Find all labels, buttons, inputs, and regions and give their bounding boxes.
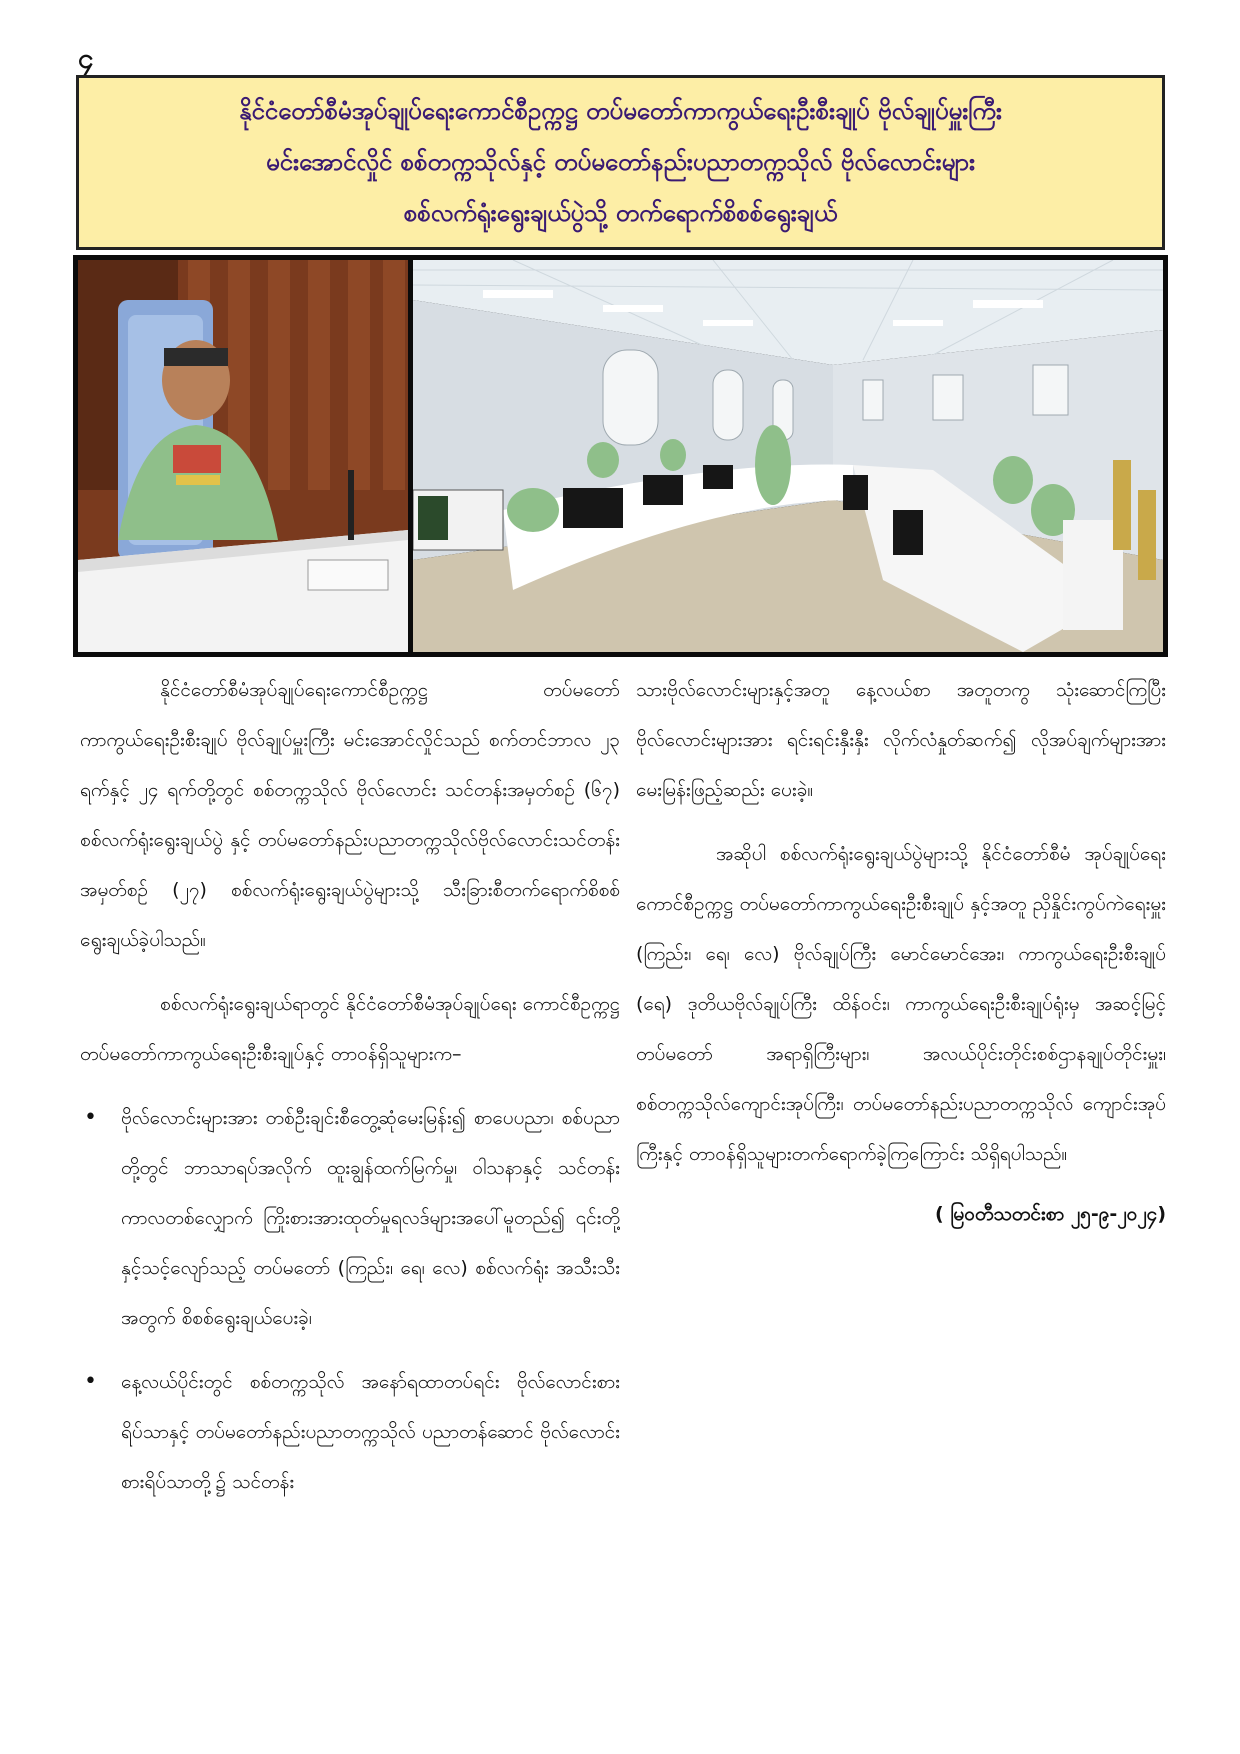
article-paragraph-4: အဆိုပါ စစ်လက်ရုံးရွေးချယ်ပွဲများသို့ နိုင်ငံတော်စီမံ အုပ်ချုပ်ရေးကောင်စီဥက္ကဋ္ဌ တပ်မတော်ကာကွယ်ရေးဦးစီးချုပ် နှင့်အတူ ညှိနှိုင်းကွပ်ကဲရေးမှူး (ကြည်း၊ ရေ၊ လေ) ဗိုလ်ချုပ်ကြီး မောင်မောင်အေး၊ ကာကွယ်ရေးဦးစီးချုပ် (ရေ) ဒုတိယဗိုလ်ချုပ်ကြီး ထိန်ဝင်း၊ ကာကွယ်ရေးဦးစီးချုပ်ရုံးမှ အဆင့်မြင့်တပ်မတော် အရာရှိကြီးများ၊ အလယ်ပိုင်းတိုင်းစစ်ဌာနချုပ်တိုင်းမှူး၊ စစ်တက္ကသိုလ်ကျောင်းအုပ်ကြီး၊ တပ်မတော်နည်းပညာတက္ကသိုလ် ကျောင်းအုပ်ကြီးနှင့် တာဝန်ရှိသူများတက်ရောက်ခဲ့ကြကြောင်း သိရှိရပါသည်။ bbox=[636, 843, 1166, 1165]
headline-line-3: စစ်လက်ရုံးရွေးချယ်ပွဲသို့ တက်ရောက်စိစစ်ရွေးချယ် bbox=[403, 199, 838, 227]
portrait-illustration bbox=[78, 260, 408, 652]
page-number: ၄ bbox=[78, 42, 94, 75]
meeting-hall-illustration bbox=[413, 260, 1163, 652]
meeting-hall-photo bbox=[413, 260, 1163, 652]
headline-box bbox=[76, 75, 1165, 250]
headline-line-2: မင်းအောင်လှိုင် စစ်တက္ကသိုလ်နှင့် တပ်မတော်နည်းပညာတက္ကသိုလ် ဗိုလ်လောင်းများ bbox=[265, 148, 976, 176]
bullet-text-1: ဗိုလ်လောင်းများအား တစ်ဦးချင်းစီတွေ့ဆုံမေးမြန်း၍ စာပေပညာ၊ စစ်ပညာတို့တွင် ဘာသာရပ်အလိုက် ထူးချွန်ထက်မြက်မှု၊ ဝါသနာနှင့် သင်တန်းကာလတစ်လျှောက် ကြိုးစားအားထုတ်မှုရလဒ်များအပေါ်မူတည်၍ ၎င်းတို့နှင့်သင့်လျော်သည့် တပ်မတော် (ကြည်း၊ ရေ၊ လေ) စစ်လက်ရုံး အသီးသီးအတွက် စိစစ်ရွေးချယ်ပေးခဲ့၊ bbox=[121, 1107, 620, 1329]
bullet-dot-icon: • bbox=[84, 1369, 97, 1394]
article-paragraph-3: သားဗိုလ်လောင်းများနှင့်အတူ နေ့လယ်စာ အတူတကွ သုံးဆောင်ကြပြီး ဗိုလ်လောင်းများအား ရင်းရင်းနှီးနှီး လိုက်လံနှုတ်ဆက်၍ လိုအပ်ချက်များအား မေးမြန်းဖြည့်ဆည်း ပေးခဲ့။ bbox=[636, 679, 1166, 801]
article-paragraph-1: နိုင်ငံတော်စီမံအုပ်ချုပ်ရေးကောင်စီဥက္ကဋ္ဌ တပ်မတော်ကာကွယ်ရေးဦးစီးချုပ် ဗိုလ်ချုပ်မှူးကြီး မင်းအောင်လှိုင်သည် စက်တင်ဘာလ ၂၃ ရက်နှင့် ၂၄ ရက်တို့တွင် စစ်တက္ကသိုလ် ဗိုလ်လောင်း သင်တန်းအမှတ်စဉ် (၆၇) စစ်လက်ရုံးရွေးချယ်ပွဲ နှင့် တပ်မတော်နည်းပညာတက္ကသိုလ်ဗိုလ်လောင်းသင်တန်း အမှတ်စဉ် (၂၇) စစ်လက်ရုံးရွေးချယ်ပွဲများသို့ သီးခြားစီတက်ရောက်စိစစ်ရွေးချယ်ခဲ့ပါသည်။ bbox=[80, 679, 620, 951]
headline-line-1: နိုင်ငံတော်စီမံအုပ်ချုပ်ရေးကောင်စီဥက္ကဋ္ဌ တပ်မတော်ကာကွယ်ရေးဦးစီးချုပ် ဗိုလ်ချုပ်မှူးကြီး bbox=[239, 97, 1002, 125]
bullet-item-2 bbox=[80, 1357, 620, 1507]
article-paragraph-2: စစ်လက်ရုံးရွေးချယ်ရာတွင် နိုင်ငံတော်စီမံအုပ်ချုပ်ရေး ကောင်စီဥက္ကဋ္ဌ တပ်မတော်ကာကွယ်ရေးဦးစီးချုပ်နှင့် တာဝန်ရှိသူများက– bbox=[80, 993, 620, 1065]
photo-frame bbox=[73, 255, 1168, 657]
bullet-text-2: နေ့လယ်ပိုင်းတွင် စစ်တက္ကသိုလ် အနော်ရထာတပ်ရင်း ဗိုလ်လောင်းစားရိပ်သာနှင့် တပ်မတော်နည်းပညာတက္ကသိုလ် ပညာတန်ဆောင် ဗိုလ်လောင်းစားရိပ်သာတို့၌ သင်တန်း bbox=[121, 1371, 620, 1493]
left-column bbox=[80, 665, 620, 1507]
bullet-list bbox=[80, 1093, 620, 1507]
bullet-item-1 bbox=[80, 1093, 620, 1343]
right-column bbox=[636, 665, 1166, 1239]
bullet-dot-icon: • bbox=[84, 1105, 97, 1130]
news-source: ( မြဝတီသတင်းစာ ၂၅-၉-၂၀၂၄) bbox=[934, 1203, 1166, 1225]
portrait-photo bbox=[78, 260, 408, 652]
